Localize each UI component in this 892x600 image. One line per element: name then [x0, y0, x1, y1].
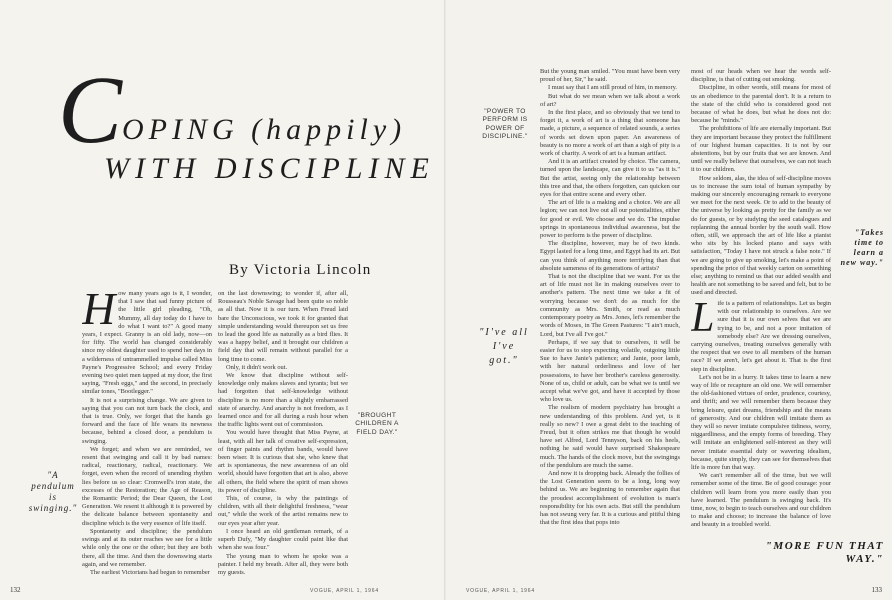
drop-cap-h: H: [82, 290, 116, 334]
footer-left: VOGUE, APRIL 1, 1964: [310, 588, 379, 594]
article-column-2: [218, 290, 348, 580]
article-column-4-top: [691, 68, 831, 308]
column-1-paragraph: ow many years ago is it, I wonder, that I saw that sad funny picture of the little girl pleading, "Oh, Mummy, all day today do I have to do what I want to?" A good many years, I expect. Granny is an old lady, now—on for fifty. The world has changed considerably since my oldest daughter used to spend her days in a wilderness of untrammelled impulse called Miss Payne's Progressive School; and every Friday evening two quiet men tapped at my door, the first saying, "Fresh eggs," and the second, in precisely similar tones, "Bootlegger.": [82, 290, 212, 396]
pull-quote-more-fun: "MORE FUN THAT WAY.": [765, 540, 884, 565]
column-3-paragraph: In the first place, and so obviously that we tend to forget it, a work of art is a thing that someone has made, a picture, a sequence of related sounds, a series of words set down upon paper. An awareness of beauty is no more a work of art than a sigh of pity is a work of charity. A work of art is a human artifact.: [540, 109, 680, 158]
column-2-paragraph: I once heard an old gentleman remark, of a superb Dufy, "My daughter could paint like that when she was four.": [218, 527, 348, 552]
column-3-paragraph: Perhaps, if we say that to ourselves, it will be easier for us to stop expecting volatile, outgoing little Sue to have Janie's patience; and Janie, poor lamb, with her natural orderliness and love of her possessions, to have her brother's careless generosity. None of us, child or adult, can be what we is until we accept what we've got, and have it accepted by those who love us.: [540, 338, 680, 404]
drop-cap-l: L: [691, 300, 715, 341]
title-line-1: [122, 113, 406, 147]
column-2-paragraph: The young man to whom he spoke was a painter. I held my breath. After all, they were both my guests.: [218, 552, 348, 576]
column-3-paragraph: The realism of modern psychiatry has brought a new understanding of this problem. And yet, is it really so new? I owe a great debt to the teaching of Freud, but it often strikes me that though he would have set Alfred, Lord Tennyson, back on his heels, nothing he said would have surprised Shakespeare much. The hands of the clock move, but the swingings of the pendulum are much the same.: [540, 404, 680, 469]
article-column-1: [82, 290, 212, 580]
column-3-paragraph: But the young man smiled. "You must have been very proud of her, Sir," he said.: [540, 68, 680, 84]
column-2-paragraph: This, of course, is why the paintings of children, with all their delightful freshness, "wear out," while the work of the artist remains new to our eyes year after year.: [218, 495, 348, 527]
byline: By Victoria Lincoln: [229, 262, 372, 278]
column-3-paragraph: And now it is dropping back. Already the follies of the Lost Generation seem to be a long, long way behind us. We are beginning to remember again that the proudest accomplishment of evolution is man's responsibility for his own acts. But still the pendulum has not swung very far. It is a curious and pitiful thing that the first idea that pops into: [540, 469, 680, 527]
article-column-3: [540, 68, 680, 583]
column-1-paragraph: It is not a surprising change. We are given to saying that you can not turn back the clock, and that is true. Only, we forget that the hands go forward and the face of life wears its newness because, behind a closed door, a pendulum is swinging.: [82, 396, 212, 445]
pull-quote-pendulum: "A pendulum is swinging.": [28, 470, 78, 513]
footer-right: VOGUE, APRIL 1, 1964: [466, 588, 535, 594]
title-happily: (happily): [251, 113, 407, 146]
pull-quote-power: "POWER TO PERFORM IS POWER OF DISCIPLINE.": [482, 108, 528, 141]
page-number-left: 132: [10, 586, 21, 594]
title-drop-letter: C: [58, 56, 123, 163]
column-3-paragraph: But what do we mean when we talk about a work of art?: [540, 92, 680, 108]
column-3-paragraph: The art of life is a making and a choice. We are all legion; we can not live out all our potentialities, either for good or evil. We choose and we do. The impulse springs in spontaneous individual awareness, but the power to perform is the power of discipline.: [540, 199, 680, 240]
column-4-paragraph: Let's not be in a hurry. It takes time to learn a new way of life or recapture an old one. We will remember the old-fashioned virtues of order, prudence, courtesy, and thrift; and we will remember them because they bring leisure, quiet dreams, friendship and the means of generosity. And our children will imitate them as they will so never imitate compulsive tidiness, worry, niggardliness, and the empty forms of breeding. They will imitate an enlightened self-interest as they will never imitate essential duty or wavering idealism, because, quite simply, they can see for themselves that life is more fun that way.: [691, 373, 831, 472]
column-2-paragraph: Only, it didn't work out.: [226, 363, 288, 371]
column-1-paragraph: The earliest Victorians had begun to remember: [90, 568, 210, 576]
column-4-paragraph: ife is a pattern of relationships. Let us begin with our relationship to ourselves. Are we sure that it is our own selves that we are trying to be, and not a poor imitation of somebody else? Are we dressing ourselves, carrying ourselves, treating ourselves generally with the respect that we owe to all members of the human race? If we aren't, let's get about it. That is the first step in discipline.: [691, 300, 831, 373]
column-1-paragraph: We forget; and when we are reminded, we resent that swinging and call it by bad names: radical, reactionary, radical, reactionary. We forget, even when the record of unending rhythm lies before us so clear: Cromwell's iron state, the excesses of the Restoration; the Age of Reason, the Romantic Period; the Dear Queen, the Lost Generation. We resent it although it is powered by the delicate balance between spontaneity and discipline which is the very essence of life itself.: [82, 445, 212, 527]
column-1-paragraph: Spontaneity and discipline; the pendulum swings and at its outer reaches we see for a little while only the one or the other; but they are both there, all the time. And then the downswing starts again, and we remember.: [82, 527, 212, 568]
column-3-paragraph: And it is an artifact created by choice. The camera, turned upon the landscape, can give it to us "as it is." But the artist, seeing only the relationship between this tree and that, the others forgotten, can quicken our eyes for that entire scene and every other.: [540, 158, 680, 199]
pull-quote-takes-time: "Takes time to learn a new way.": [840, 228, 884, 267]
column-3-paragraph: That is not the discipline that we want. For us the art of life must not lie in making ourselves over to another's pattern. The next time we take a fit of worrying because we don't do as much for the community as Mrs. Smith, or read as much contemporary poetry as Mrs. Jones, let's remember the words of Moses, in The Green Pastures: "I ain't much, Lord, but I've all I've got.": [540, 273, 680, 338]
page-number-right: 133: [871, 586, 882, 594]
column-4-paragraph: The prohibitions of life are eternally important. But they are important because they protect the fulfillment of our highest human capacities. It is not by our abstentions, but by our fruits that we are known. And until we really believe that ourselves, we can not teach it to our children.: [691, 125, 831, 174]
column-3-paragraph: I must say that I am still proud of him, in memory.: [548, 84, 677, 92]
column-4-paragraph: Discipline, in other words, still means for most of us an obedience to the parental don't. It is a return to the state of the child who is considered good not because of what he does, but what he does not do: because he "minds.": [691, 84, 831, 125]
column-4-paragraph: most of our heads when we hear the words self-discipline, is that of cutting out smoking.: [691, 68, 831, 84]
pull-quote-ive-got: "I've all I've got.": [479, 327, 529, 366]
column-2-paragraph: You would have thought that Miss Payne, at least, with all her talk of creative self-expression, of finger paints and rhythm bands, would have been wiser. It is curious that she, who knew that art is spontaneous, the new awareness of an old world, should have forgotten that art is also, above all others, the field where the spirit of man shows its power of discipline.: [218, 429, 348, 494]
column-2-paragraph: on the last downswing; to wonder if, after all, Rousseau's Noble Savage had been quite so noble as all that. Now it is our turn. When Freud laid bare the Unconscious, we took it for granted that simple understanding would thereupon set us free to lead the good life as naturally as a bird flies. It was a happy belief, and it brought our children a field day that will remain without parallel for a long time to come.: [218, 290, 348, 363]
column-2-paragraph: We know that discipline without self-knowledge only makes slaves and tyrants; but we had forgotten that self-knowledge without discipline is no more than a slightly embarrassed state of anarchy. And anarchy is not freedom, as I learned once and for all during a rush hour when the traffic lights went out of commission.: [218, 372, 348, 429]
title-line-2: WITH DISCIPLINE: [104, 152, 435, 185]
column-4-paragraph: How seldom, alas, the idea of self-discipline moves us to increase the sum total of human sympathy by making our sincerely encouraging remark to everyone we meet for the next week. Or to add to the beauty of the universe by looking as pretty for the family as we do for guests, or by studying the seed catalogues and replanning the annual border by the south wall. How often, still, we approach the art of life like a pianist who sits by his locked piano and says with satisfaction, "Today I have not struck a false note." If we are going to give up smoking, let's make a point of spending the price of that weekly carton on something else; anything to remind us that our added wealth and health are not something to be saved and felt, but to be used and directed.: [691, 174, 831, 297]
column-4-paragraph: We can't remember all of the time, but we will remember some of the time. Be of good courage: your children will learn from you more easily than you have learned. The pendulum is swinging back. It's time, now, to begin to teach ourselves and our children to make and choose; to increase the balance of love and beauty in a troubled world.: [691, 472, 831, 529]
right-page: [355, 0, 892, 600]
title-coping: OPING: [122, 113, 239, 146]
pull-quote-field-day: "BROUGHT CHILDREN A FIELD DAY.": [355, 412, 399, 436]
column-3-paragraph: The discipline, however, may be of two kinds. Egypt lasted for a long time, and Egypt had its art. But can you think of anything more terrifying than that absolute sameness of its generations of artists?: [540, 240, 680, 272]
